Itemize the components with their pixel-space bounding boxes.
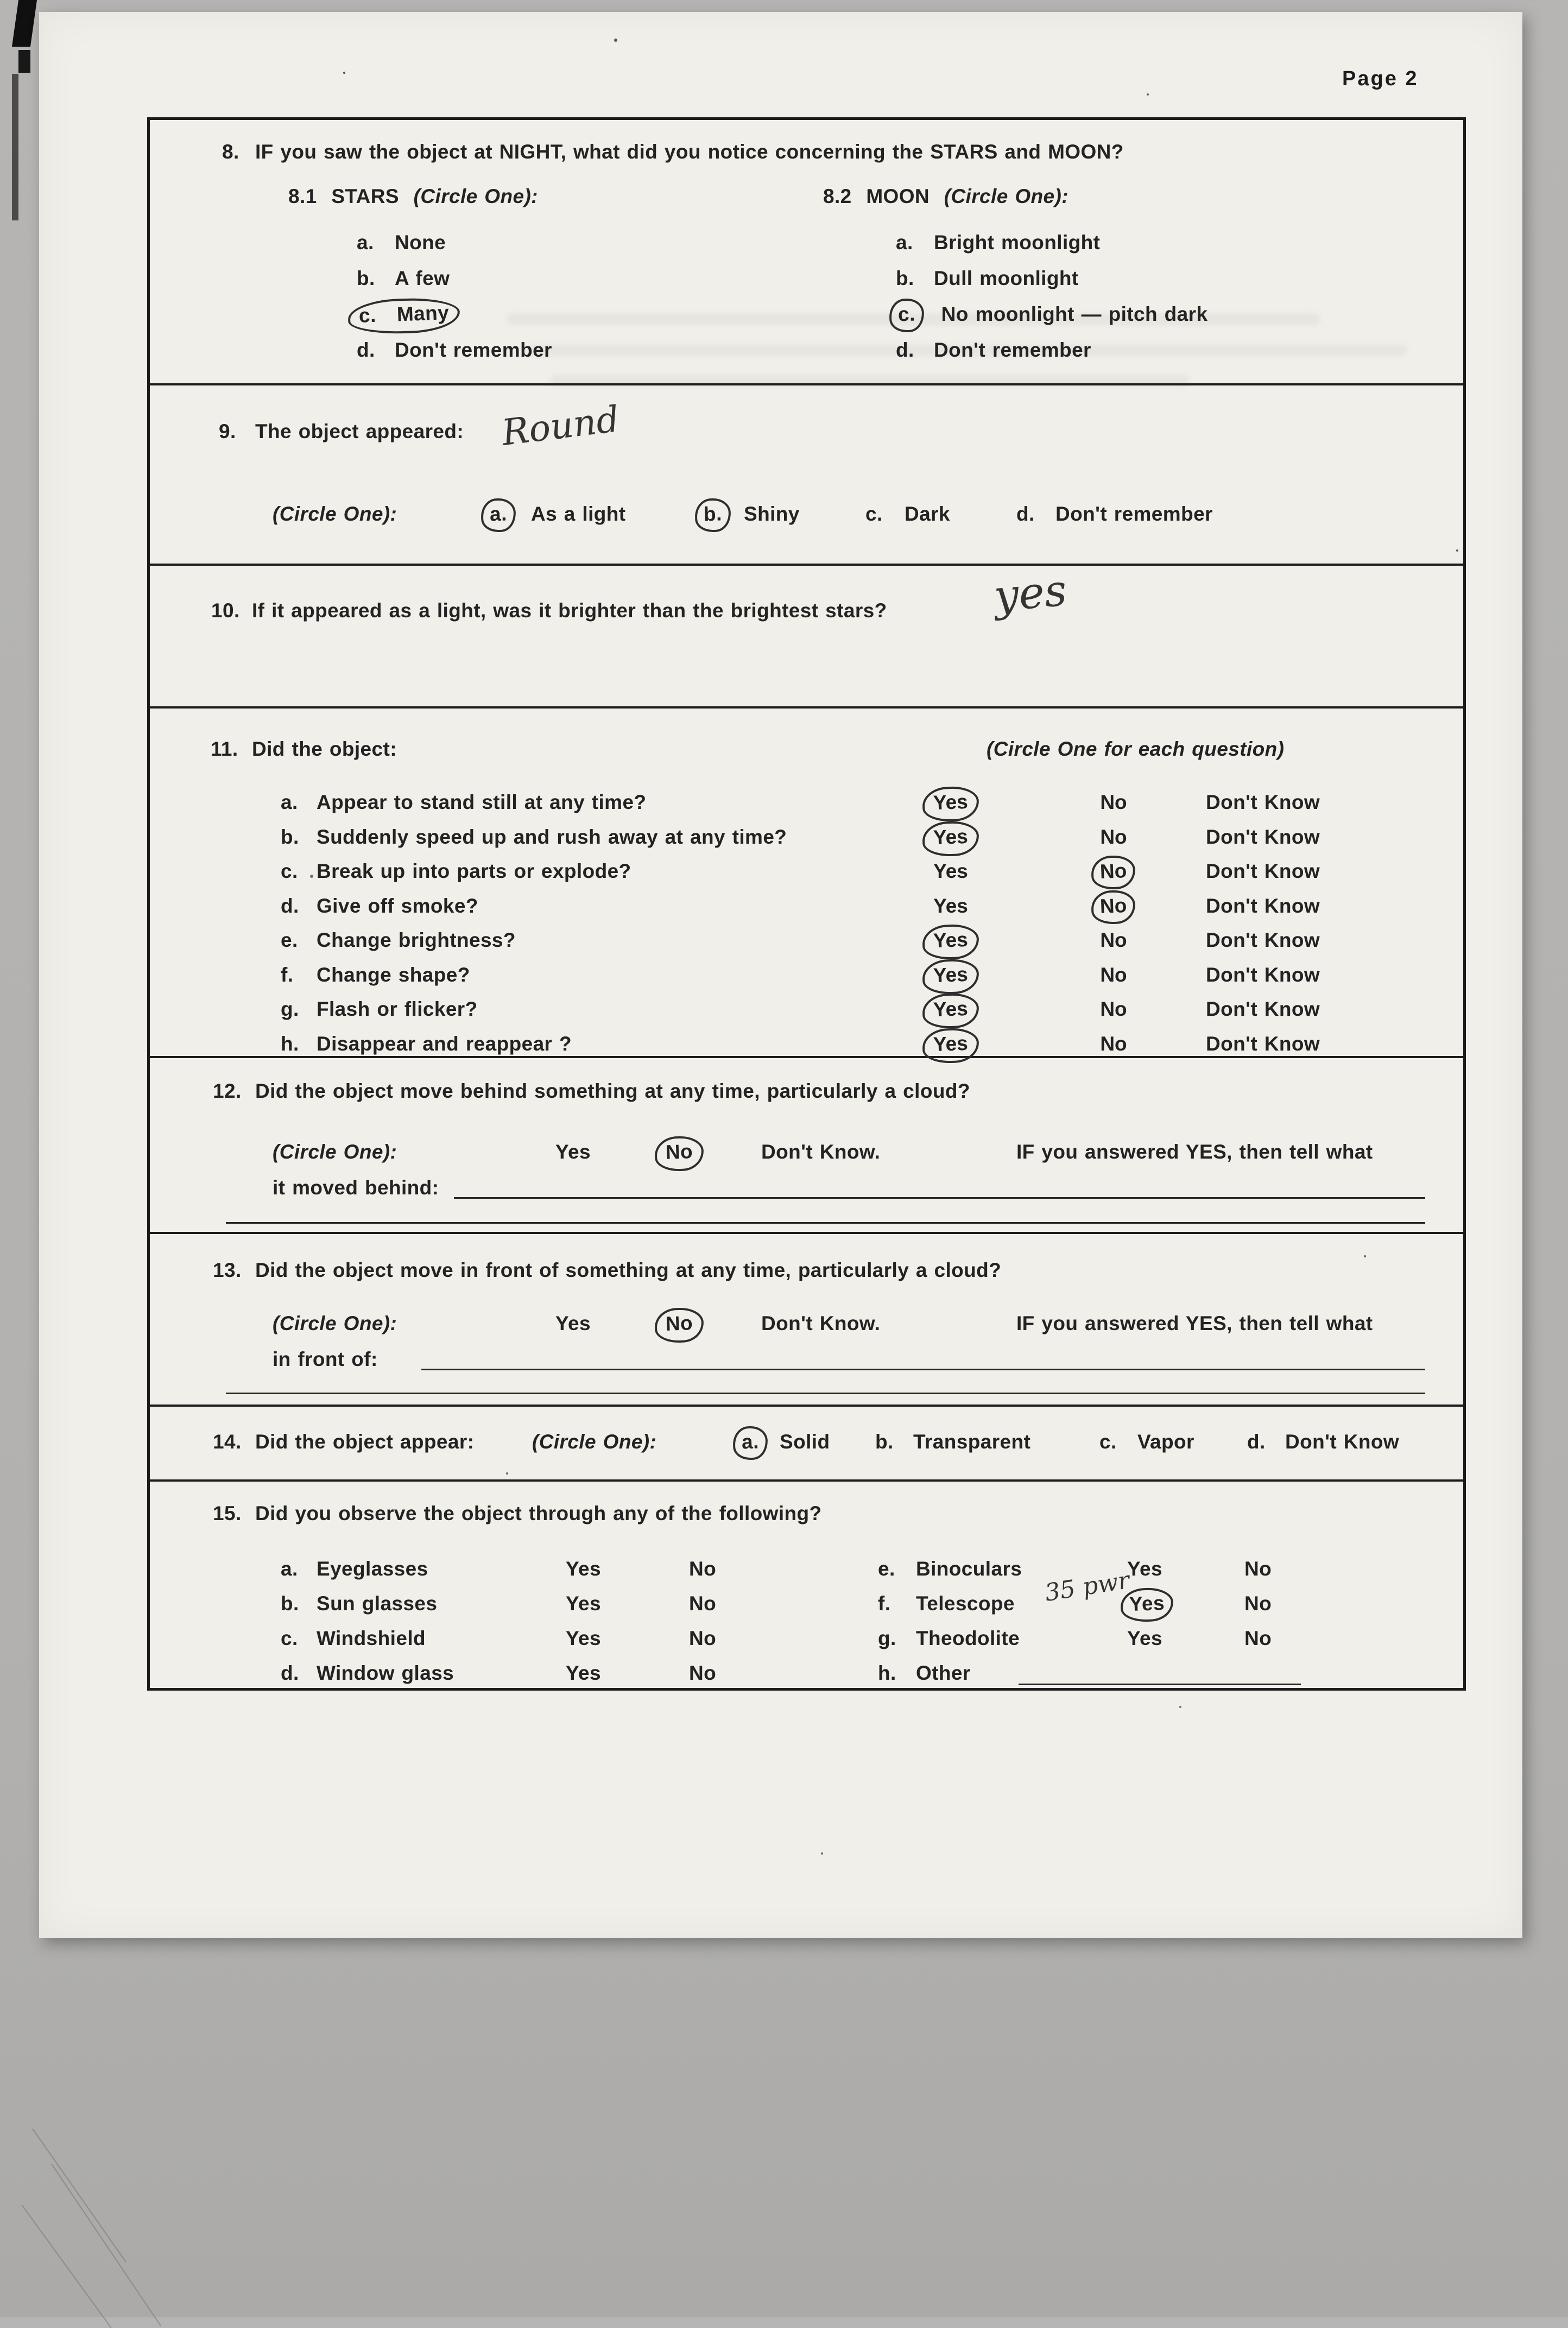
q15-a-no: No xyxy=(689,1558,717,1580)
q15-f-label: Telescope xyxy=(916,1592,1015,1615)
q12-no xyxy=(663,1140,695,1165)
q11-row-g-dk: Don't Know xyxy=(1206,998,1320,1020)
q11-row-b xyxy=(150,825,1463,858)
q11-row-f-yes xyxy=(907,963,994,988)
section-q12 xyxy=(150,1058,1463,1234)
circle-mark: No xyxy=(1091,890,1136,925)
q15-other-line xyxy=(1019,1684,1301,1685)
q9-option-c-letter: c. xyxy=(865,503,883,525)
q15-c-no: No xyxy=(689,1627,717,1649)
q15-a-letter: a. xyxy=(281,1558,298,1580)
circle-mark: Yes xyxy=(922,820,979,857)
q14-option-b-label: Transparent xyxy=(913,1431,1031,1453)
q11-row-g-question: Flash or flicker? xyxy=(317,998,478,1020)
q12-yes: Yes xyxy=(555,1141,591,1163)
q15-c-letter: c. xyxy=(281,1627,298,1649)
q15-h-letter: h. xyxy=(878,1662,896,1684)
q8-stars-number: 8.1 xyxy=(288,185,317,207)
q12-dk: Don't Know. xyxy=(761,1141,881,1163)
q15-d-label: Window glass xyxy=(317,1662,454,1684)
q11-row-d-question: Give off smoke? xyxy=(317,895,478,917)
q9-option-d-letter: d. xyxy=(1016,503,1035,525)
q8-text: IF you saw the object at NIGHT, what did you notice concerning the STARS and MOON? xyxy=(255,141,1124,163)
q15-c-label: Windshield xyxy=(317,1627,426,1649)
q11-row-d-no xyxy=(1078,894,1149,919)
q15-c-yes: Yes xyxy=(566,1627,601,1649)
q11-row-c-dk: Don't Know xyxy=(1206,860,1320,882)
q14-number: 14. xyxy=(213,1431,242,1453)
q15-g-no: No xyxy=(1244,1627,1272,1649)
q15-b-label: Sun glasses xyxy=(317,1592,438,1615)
q15-b-letter: b. xyxy=(281,1592,299,1615)
q14-instruction: (Circle One): xyxy=(532,1431,657,1453)
q13-no xyxy=(663,1311,695,1336)
q15-d-letter: d. xyxy=(281,1662,299,1684)
q10-text: If it appeared as a light, was it brighter than the brightest stars? xyxy=(252,599,887,622)
circle-mark: Yes xyxy=(922,786,979,823)
q13-text: Did the object move in front of something at any time, particularly a cloud? xyxy=(255,1259,1002,1281)
q8-moon-option-b: b. Dull moonlight xyxy=(896,267,1079,289)
q9-option-b-label: Shiny xyxy=(744,503,800,525)
q14-option-d-label: Don't Know xyxy=(1285,1431,1400,1453)
scan-edge-strip xyxy=(12,74,18,220)
q15-e-yes: Yes xyxy=(1127,1558,1162,1580)
q9-instruction: (Circle One): xyxy=(273,503,397,525)
q11-row-c-yes: Yes xyxy=(933,860,968,882)
section-q10 xyxy=(150,566,1463,708)
q11-row-b-yes xyxy=(907,825,994,850)
q11-instruction: (Circle One for each question) xyxy=(987,738,1285,760)
circle-mark: Yes xyxy=(922,923,979,960)
q8-stars-option-d: d. Don't remember xyxy=(357,339,552,361)
q11-row-e-letter: e. xyxy=(281,929,298,951)
q13-yes: Yes xyxy=(555,1312,591,1334)
q11-row-b-no: No xyxy=(1100,826,1127,848)
q11-row-d-dk: Don't Know xyxy=(1206,895,1320,917)
q11-row-g-no: No xyxy=(1100,998,1127,1020)
q15-b-yes: Yes xyxy=(566,1592,601,1615)
q11-row-h-dk: Don't Know xyxy=(1206,1033,1320,1055)
q11-row-c-question: Break up into parts or explode? xyxy=(317,860,631,882)
q11-row-c-letter: c. xyxy=(281,860,298,882)
q11-row-b-question: Suddenly speed up and rush away at any time? xyxy=(317,826,787,848)
q12-instruction: (Circle One): xyxy=(273,1141,397,1163)
section-q13 xyxy=(150,1234,1463,1407)
q8-moon-heading xyxy=(823,184,1068,209)
q11-row-f-question: Change shape? xyxy=(317,964,470,986)
q10-number: 10. xyxy=(211,599,240,622)
q14-option-b-letter: b. xyxy=(875,1431,894,1453)
q14-option-c-letter: c. xyxy=(1099,1431,1117,1453)
q9-handwritten-answer: Round xyxy=(500,398,622,454)
q12-tail-label: it moved behind: xyxy=(273,1176,439,1199)
q11-row-f-dk: Don't Know xyxy=(1206,964,1320,986)
section-q8 xyxy=(150,120,1463,385)
q13-instruction: (Circle One): xyxy=(273,1312,397,1334)
q15-text: Did you observe the object through any of the following? xyxy=(255,1502,822,1524)
q11-row-a-question: Appear to stand still at any time? xyxy=(317,791,647,813)
q11-row-b-dk: Don't Know xyxy=(1206,826,1320,848)
q9-option-d-label: Don't remember xyxy=(1055,503,1213,525)
circle-mark: Yes xyxy=(1120,1587,1174,1622)
q11-row-f-letter: f. xyxy=(281,964,294,986)
q8-stars-title: STARS xyxy=(331,185,399,207)
q8-moon-title: MOON xyxy=(866,185,930,207)
q15-row-1 xyxy=(150,1557,1463,1590)
q11-row-c xyxy=(150,859,1463,893)
q12-answer-line xyxy=(454,1197,1425,1199)
q11-row-h-yes xyxy=(907,1032,994,1057)
q8-moon-option-a: a. Bright moonlight xyxy=(896,231,1101,254)
q11-row-d-letter: d. xyxy=(281,895,299,917)
section-q15 xyxy=(150,1482,1463,1688)
q8-stars-option-b: b. A few xyxy=(357,267,450,289)
q15-d-no: No xyxy=(689,1662,717,1684)
q11-row-d xyxy=(150,894,1463,927)
page-number: Page 2 xyxy=(1342,67,1419,90)
section-q14 xyxy=(150,1407,1463,1482)
q11-row-h-no: No xyxy=(1100,1033,1127,1055)
circle-mark: No xyxy=(654,1307,704,1343)
q11-row-g-yes xyxy=(907,997,994,1022)
q8-stars-option-a: a. None xyxy=(357,231,446,254)
q9-option-b-letter xyxy=(701,502,724,527)
q13-number: 13. xyxy=(213,1259,242,1281)
q14-text: Did the object appear: xyxy=(255,1431,475,1453)
q12-number: 12. xyxy=(213,1080,242,1102)
q8-number: 8. xyxy=(222,141,239,163)
q11-row-a-dk: Don't Know xyxy=(1206,791,1320,813)
circle-mark: b. xyxy=(694,498,731,533)
q15-e-letter: e. xyxy=(878,1558,895,1580)
q11-row-h-letter: h. xyxy=(281,1033,299,1055)
paper-crease xyxy=(51,2163,161,2326)
q10-handwritten-answer: yes xyxy=(992,565,1069,622)
q8-stars-option-c xyxy=(357,302,451,327)
q11-row-a-letter: a. xyxy=(281,791,298,813)
q15-b-no: No xyxy=(689,1592,717,1615)
q11-number: 11. xyxy=(211,738,238,760)
q15-h-label: Other xyxy=(916,1662,971,1684)
q9-option-c-label: Dark xyxy=(905,503,950,525)
q8-stars-instruction: (Circle One): xyxy=(413,185,538,207)
q15-e-label: Binoculars xyxy=(916,1558,1022,1580)
q9-option-a-label: As a light xyxy=(531,503,626,525)
q12-if-text: IF you answered YES, then tell what xyxy=(1016,1141,1373,1163)
q11-row-f xyxy=(150,963,1463,996)
circle-mark: c. Many xyxy=(347,296,460,335)
q14-option-a-letter xyxy=(739,1429,761,1454)
circle-mark: Yes xyxy=(922,1027,979,1064)
scan-edge-mark xyxy=(18,50,30,73)
q8-moon-option-d: d. Don't remember xyxy=(896,339,1091,361)
q15-f-letter: f. xyxy=(878,1592,891,1615)
q14-option-d-letter: d. xyxy=(1247,1431,1266,1453)
q9-number: 9. xyxy=(219,420,236,442)
q15-f-no: No xyxy=(1244,1592,1272,1615)
q11-row-a xyxy=(150,790,1463,824)
circle-mark: No xyxy=(1091,855,1136,890)
q8-moon-instruction: (Circle One): xyxy=(944,185,1068,207)
q15-g-yes: Yes xyxy=(1127,1627,1162,1649)
q11-row-a-no: No xyxy=(1100,791,1127,813)
q15-d-yes: Yes xyxy=(566,1662,601,1684)
section-q9 xyxy=(150,385,1463,566)
q12-answer-line-2 xyxy=(226,1222,1425,1224)
q11-row-b-letter: b. xyxy=(281,826,299,848)
q9-option-a-letter xyxy=(488,502,509,527)
circle-mark: No xyxy=(654,1135,704,1172)
scan-noise xyxy=(343,72,345,74)
q8-stars-heading xyxy=(288,184,538,209)
circle-mark: Yes xyxy=(922,992,979,1029)
q15-g-letter: g. xyxy=(878,1627,896,1649)
q15-row-3 xyxy=(150,1626,1463,1660)
q11-text: Did the object: xyxy=(252,738,397,760)
q15-e-no: No xyxy=(1244,1558,1272,1580)
q13-if-text: IF you answered YES, then tell what xyxy=(1016,1312,1373,1334)
q11-row-h-question: Disappear and reappear ? xyxy=(317,1033,572,1055)
q15-telescope-handwritten-note: 35 pwr xyxy=(1042,1566,1131,1607)
q15-number: 15. xyxy=(213,1502,242,1524)
q13-dk: Don't Know. xyxy=(761,1312,881,1334)
q11-row-c-no xyxy=(1078,859,1149,884)
q15-a-yes: Yes xyxy=(566,1558,601,1580)
q15-g-label: Theodolite xyxy=(916,1627,1020,1649)
q11-row-e-yes xyxy=(907,928,994,953)
questionnaire-form xyxy=(147,117,1466,1691)
circle-mark: Yes xyxy=(922,958,979,995)
circle-mark: c. xyxy=(889,298,925,333)
q14-option-c-label: Vapor xyxy=(1137,1431,1194,1453)
q9-text: The object appeared: xyxy=(255,420,464,442)
q11-row-a-yes xyxy=(907,790,994,815)
q13-tail-label: in front of: xyxy=(273,1348,378,1370)
q11-row-e-no: No xyxy=(1100,929,1127,951)
paper-crease xyxy=(32,2128,127,2262)
q12-text: Did the object move behind something at any time, particularly a cloud? xyxy=(255,1080,970,1102)
q8-moon-number: 8.2 xyxy=(823,185,852,207)
q15-a-label: Eyeglasses xyxy=(317,1558,428,1580)
q11-row-e-dk: Don't Know xyxy=(1206,929,1320,951)
q15-row-4 xyxy=(150,1661,1463,1694)
q11-row-f-no: No xyxy=(1100,964,1127,986)
q13-answer-line-2 xyxy=(226,1393,1425,1394)
q11-row-e-question: Change brightness? xyxy=(317,929,516,951)
q14-option-a-label: Solid xyxy=(780,1431,830,1453)
section-q11 xyxy=(150,708,1463,1058)
q11-row-e xyxy=(150,928,1463,961)
q15-f-yes xyxy=(1127,1591,1167,1616)
q11-row-g xyxy=(150,997,1463,1030)
paper-sheet xyxy=(39,12,1522,1938)
scan-edge-mark xyxy=(12,0,37,47)
q13-answer-line xyxy=(421,1369,1425,1370)
circle-mark: a. xyxy=(480,498,516,533)
q11-row-d-yes: Yes xyxy=(933,895,968,917)
q8-moon-option-c: c. No moonlight — pitch dark xyxy=(896,302,1207,327)
q11-row-g-letter: g. xyxy=(281,998,299,1020)
circle-mark: a. xyxy=(732,1426,768,1460)
